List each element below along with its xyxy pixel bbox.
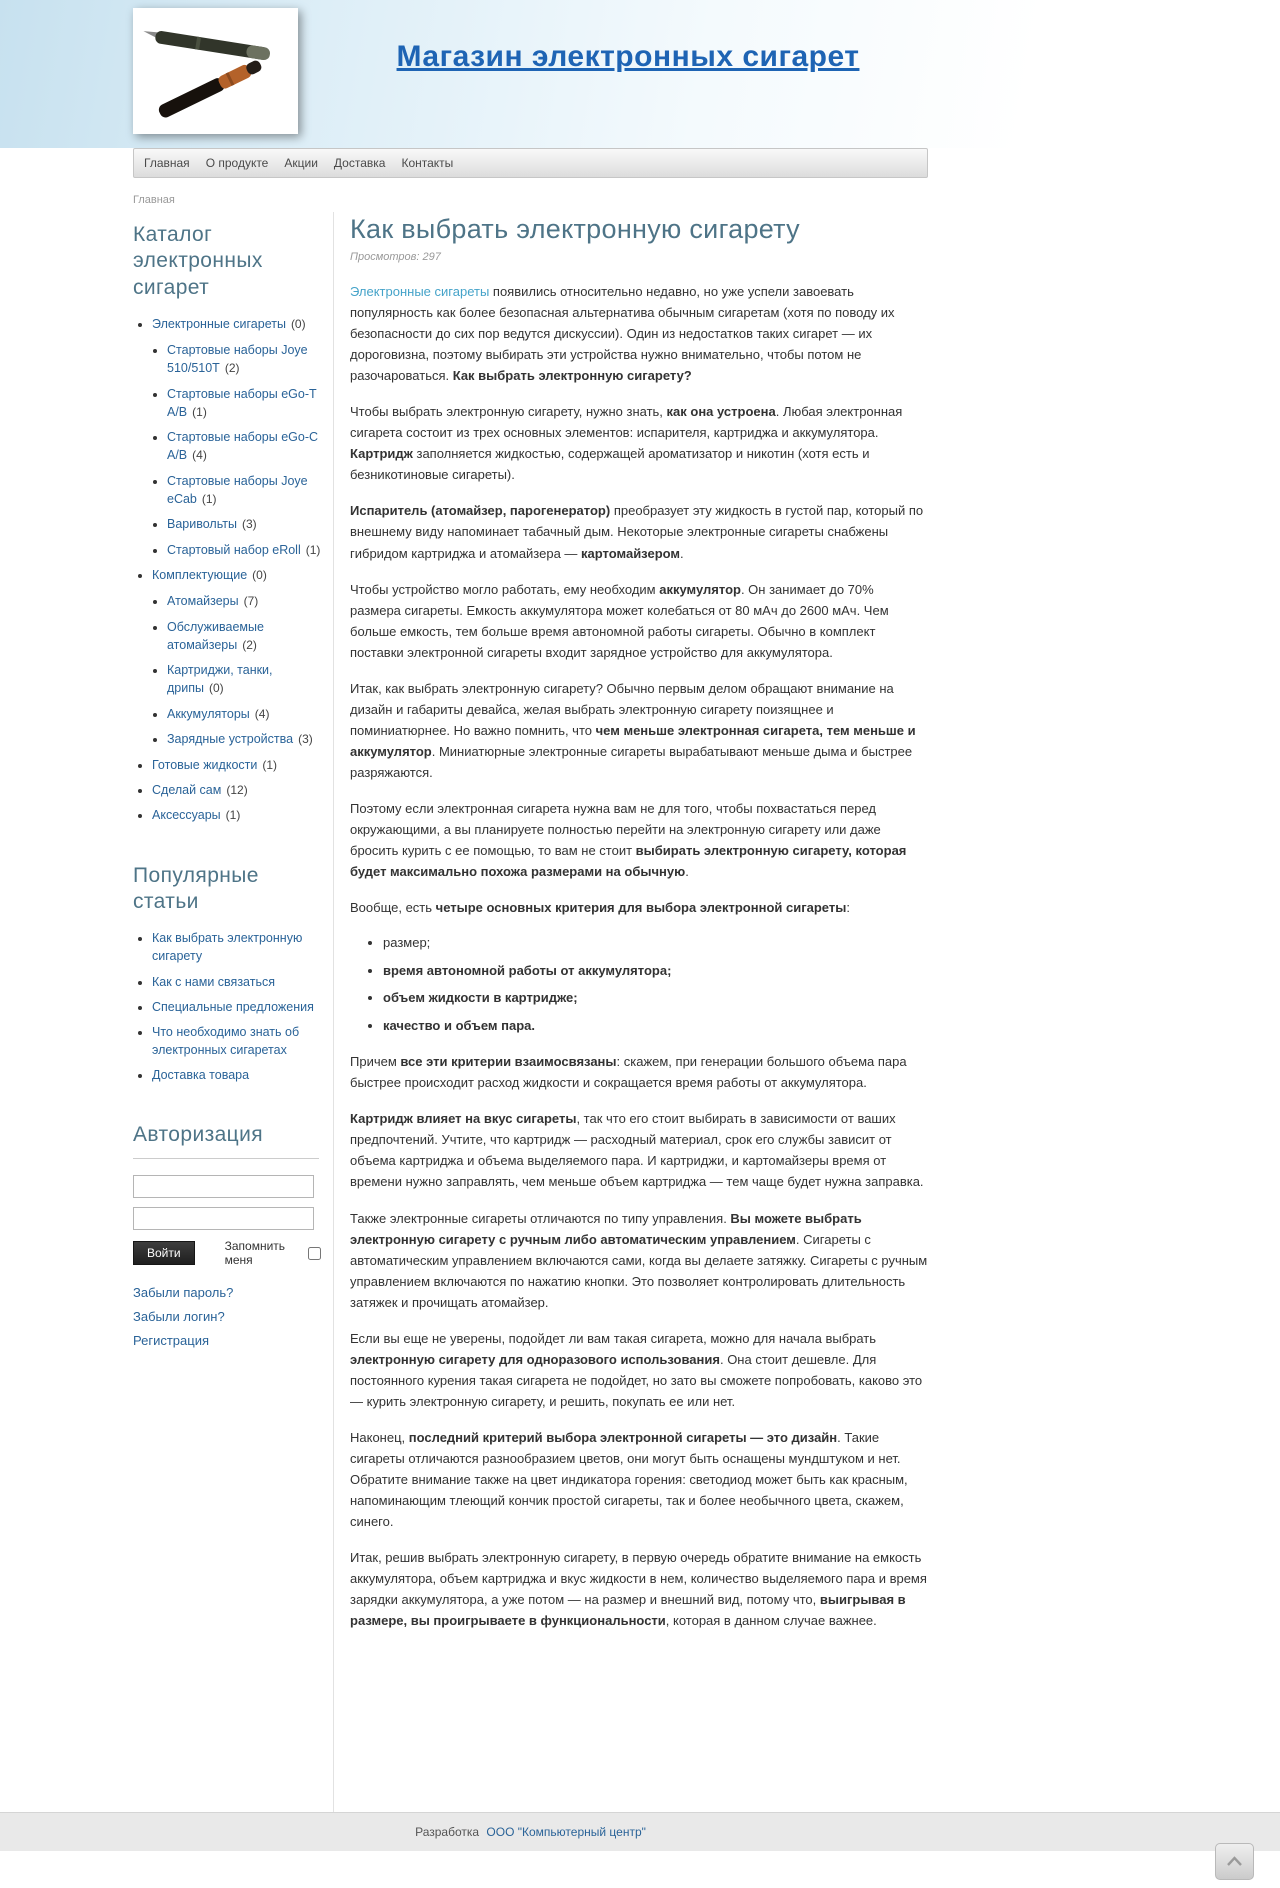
text-run: . Она стоит дешевле. Для постоянного курения такая сигарета не подойдет, но зато вы сможете попробовать, каково это — курить электронную сигарету, и решить, покупать ее или нет. — [350, 1351, 923, 1409]
nav-item — [206, 154, 269, 172]
text-run: . Он занимает до 70% размера сигареты. Емкость аккумулятора может колебаться от 80 мАч до 2600 мАч. Чем больше емкость, тем больше время автономной работы сигареты. Обычно в комплект поставки электронной сигареты входит зарядное устройство для аккумулятора. — [350, 581, 889, 660]
login-form — [133, 1175, 321, 1348]
catalog-sublist — [152, 341, 321, 559]
catalog-link[interactable]: Стартовые наборы Joye 510/510T — [167, 343, 308, 376]
popular-heading: Популярные статьи — [133, 863, 259, 913]
catalog-item — [167, 472, 321, 509]
bold-text: выигрывая в размере, вы проигрываете в функциональности — [350, 1592, 906, 1629]
text-run: . Миниатюрные электронные сигареты вырабатывают меньше дыма и быстрее разряжаются. — [350, 743, 913, 780]
text-run: Чтобы устройство могло работать, ему необходим — [350, 581, 660, 597]
article-paragraph — [350, 1547, 928, 1631]
catalog-item — [152, 315, 321, 559]
bold-text: чем меньше электронная сигарета, тем меньше и аккумулятор — [350, 722, 916, 759]
bold-text: аккумулятор — [659, 581, 741, 597]
item-count: (3) — [298, 732, 313, 747]
catalog-item — [152, 781, 321, 799]
sidebar — [133, 212, 333, 1812]
nav-item — [334, 154, 386, 172]
catalog-link[interactable]: Сделай сам — [152, 782, 222, 797]
text-run: размер; — [383, 935, 431, 951]
footer-credit-prefix: Разработка — [415, 1825, 480, 1839]
text-run: , которая в данном случае важнее. — [665, 1613, 877, 1629]
footer-text — [133, 1825, 928, 1839]
catalog-item — [167, 385, 321, 422]
article-paragraph — [350, 1108, 928, 1192]
popular-article-item — [152, 973, 321, 991]
auth-heading: Авторизация — [133, 1122, 319, 1159]
site-header — [0, 0, 1280, 148]
bold-text: Картридж — [350, 446, 413, 462]
text-run: Наконец, — [350, 1429, 409, 1445]
catalog-item — [152, 756, 321, 774]
popular-article-link[interactable]: Как с нами связаться — [152, 974, 275, 989]
text-run: появились относительно недавно, но уже успели завоевать популярность как более безопасная альтернатива обычным сигаретам (хотя по поводу их безопасности до сих пор ведутся дискуссии). Один из недостатков таких сигарет — их дороговизна, поэтому выбирать эти устройства нужно внимательно, чтобы потом не разочароваться. — [350, 284, 895, 384]
catalog-link[interactable]: Стартовый набор eRoll — [167, 542, 301, 557]
catalog-item — [167, 341, 321, 378]
bold-text: четыре основных критерия для выбора электронной сигареты — [435, 900, 847, 916]
bold-text: Вы можете выбрать электронную сигарету с ручным либо автоматическим управлением — [350, 1210, 862, 1247]
text-run: . — [685, 864, 689, 880]
views-counter: Просмотров: 297 — [350, 251, 441, 263]
article-title: Как выбрать электронную сигарету — [350, 214, 800, 244]
item-count: (1) — [225, 808, 241, 823]
bold-text: Картридж влияет на вкус сигареты — [350, 1111, 577, 1127]
article-list-item — [383, 933, 928, 953]
popular-article-item — [152, 1066, 321, 1084]
text-run: : скажем, при генерации большого объема пара быстрее происходит расход жидкости и сокращается время работы от аккумулятора. — [350, 1054, 907, 1091]
article-paragraph — [350, 1328, 928, 1412]
text-run: Если вы еще не уверены, подойдет ли вам такая сигарета, можно для начала выбрать — [350, 1330, 877, 1346]
nav-link[interactable]: Доставка — [333, 156, 386, 170]
article-paragraph — [350, 401, 928, 485]
bold-text: качество и объем пара. — [383, 1017, 536, 1033]
nav-link[interactable]: О продукте — [205, 156, 269, 170]
item-count: (4) — [192, 448, 207, 463]
article-paragraph — [350, 500, 928, 563]
text-run: . — [680, 545, 684, 561]
bold-text: время автономной работы от аккумулятора; — [383, 962, 672, 978]
text-run: Также электронные сигареты отличаются по типу управления. — [350, 1210, 731, 1226]
bold-text: картомайзером — [581, 545, 681, 561]
text-run: Чтобы выбрать электронную сигарету, нужно знать, — [350, 404, 667, 420]
catalog-link[interactable]: Стартовые наборы eGo-C A/B — [167, 430, 319, 463]
text-run: Вообще, есть — [350, 900, 436, 916]
item-count: (7) — [243, 594, 259, 609]
catalog-link[interactable]: Аккумуляторы — [167, 706, 250, 721]
article-paragraph — [350, 678, 928, 783]
catalog-heading: Каталог электронных сигарет — [133, 223, 263, 299]
catalog-sublist — [152, 592, 321, 748]
catalog-item — [167, 592, 321, 610]
site-title[interactable]: Магазин электронных сигарет — [396, 40, 860, 73]
text-run: Итак, как выбрать электронную сигарету? Обычно первым делом обращают внимание на дизайн и габариты девайса, желая выбрать электронную сигарету поизящнее и поминиатюрнее. Но важно помнить, что — [350, 680, 894, 738]
item-count: (4) — [254, 706, 270, 721]
catalog-link[interactable]: Стартовые наборы Joye eCab — [167, 473, 308, 506]
catalog-link[interactable]: Комплектующие — [152, 567, 248, 582]
bold-text: объем жидкости в картридже; — [383, 990, 578, 1006]
scroll-top-button[interactable] — [1215, 1843, 1254, 1880]
item-count: (1) — [305, 542, 321, 557]
popular-article-item — [152, 1023, 321, 1059]
catalog-item — [167, 730, 321, 748]
site-footer — [0, 1812, 1280, 1851]
item-count: (2) — [242, 637, 257, 652]
breadcrumb[interactable]: Главная — [133, 194, 175, 206]
bold-text: последний критерий выбора электронной сигареты — это дизайн — [408, 1429, 838, 1445]
text-run: , так что его стоит выбирать в зависимости от ваших предпочтений. Учтите, что картридж — расходный материал, срок его службы зависит от объема картриджа и объема выделяемого пара. И картриджи, и картомайзеры время от времени нужно заправлять, чем меньше объем картриджа — тем чаще будет нужна заправка. — [350, 1111, 924, 1190]
item-count: (12) — [226, 782, 248, 797]
item-count: (0) — [252, 567, 267, 582]
article-list-item — [383, 988, 928, 1008]
article-list — [350, 933, 928, 1035]
article-paragraph — [350, 1427, 928, 1532]
catalog-link[interactable]: Атомайзеры — [167, 594, 239, 609]
catalog-link[interactable]: Обслуживаемые атомайзеры — [167, 619, 264, 652]
text-run: . Сигареты с автоматическим управлением включаются сами, когда вы делаете затяжку. Сигареты с ручным управлением включаются по нажатию кнопки. Это позволяет контролировать длительность затяжек и прочищать атомайзер. — [350, 1231, 928, 1310]
catalog-item — [167, 428, 321, 465]
bold-text: как она устроена — [666, 404, 776, 420]
catalog-link[interactable]: Готовые жидкости — [152, 757, 258, 772]
item-count: (0) — [208, 681, 224, 696]
item-count: (2) — [224, 361, 240, 376]
article-list-item — [383, 961, 928, 981]
article-body — [350, 281, 928, 1631]
article-paragraph — [350, 1051, 928, 1093]
text-run: заполняется жидкостью, содержащей ароматизатор и никотин (хотя есть и безникотиновые сигареты). — [350, 446, 870, 483]
catalog-link[interactable]: Аксессуары — [152, 808, 221, 823]
bold-text: электронную сигарету для одноразового использования — [350, 1351, 720, 1367]
remember-me-label: Запомнить меня — [224, 1239, 286, 1268]
popular-articles-list — [133, 929, 321, 1084]
catalog-list — [133, 315, 321, 825]
footer-company-link[interactable]: ООО "Компьютерный центр" — [486, 1825, 646, 1839]
nav-link[interactable]: Главная — [144, 156, 190, 170]
article-paragraph — [350, 798, 928, 882]
catalog-item — [167, 618, 321, 655]
login-button[interactable]: Войти — [133, 1241, 195, 1265]
text-run: Итак, решив выбрать электронную сигарету, в первую очередь обратите внимание на емкость аккумулятора, объем картриджа и вкус жидкости в нем, количество выделяемого пара и время зарядки аккумулятора, а уже потом — на размер и внешний вид, потому что, — [350, 1550, 927, 1608]
article-inline-link[interactable]: Электронные сигареты — [350, 284, 490, 299]
catalog-item — [167, 541, 321, 559]
auth-link[interactable]: Забыли пароль? — [133, 1285, 234, 1301]
text-run: . Такие сигареты отличаются разнообразием цветов, они могут быть оснащены мундштуком и нет. Обратите внимание также на цвет индикатора горения: светодиод может быть как красным, напоминающим тлеющий кончик простой сигареты, так и более необычного цвета, скажем, синего. — [350, 1429, 908, 1530]
article-paragraph — [350, 281, 928, 386]
login-row — [133, 1239, 321, 1267]
content-wrap — [133, 212, 928, 1812]
item-count: (1) — [262, 757, 278, 772]
popular-article-link[interactable]: Доставка товара — [152, 1068, 250, 1082]
catalog-item — [167, 661, 321, 698]
text-run: Поэтому если электронная сигарета нужна вам не для того, чтобы похвастаться перед окружающими, а вы планируете полностью перейти на электронную сигарету или даже бросить курить с ее помощью, то вам не стоит — [350, 800, 881, 859]
popular-article-link[interactable]: Как выбрать электронную сигарету — [152, 931, 303, 964]
auth-link[interactable]: Забыли логин? — [133, 1309, 225, 1325]
catalog-item — [167, 515, 321, 533]
popular-article-item — [152, 929, 321, 965]
item-count: (1) — [201, 491, 217, 506]
catalog-item — [152, 566, 321, 749]
article-paragraph — [350, 897, 928, 918]
text-run: преобразует эту жидкость в густой пар, который по внешнему виду напоминает табачный дым. Некоторые электронные сигареты снабжены гибридом картриджа и атомайзера — — [350, 503, 924, 561]
popular-article-link[interactable]: Специальные предложения — [152, 999, 314, 1014]
username-input[interactable] — [133, 1175, 314, 1198]
main-nav-list — [134, 149, 927, 177]
auth-links — [133, 1285, 321, 1348]
popular-article-item — [152, 998, 321, 1016]
bold-text: Как выбрать электронную сигарету? — [452, 368, 692, 384]
catalog-item — [152, 806, 321, 824]
text-run: . Любая электронная сигарета состоит из трех основных элементов: испарителя, картриджа и аккумулятора. — [350, 404, 903, 441]
item-count: (0) — [290, 316, 306, 331]
catalog-link[interactable]: Стартовые наборы eGo-T A/B — [167, 386, 317, 419]
chevron-up-icon — [1226, 1856, 1243, 1867]
bold-text: Испаритель (атомайзер, парогенератор) — [350, 503, 611, 519]
catalog-link[interactable]: Электронные сигареты — [152, 316, 286, 331]
bold-text: выбирать электронную сигарету, которая будет максимально похожа размерами на обычную — [350, 843, 907, 880]
nav-link[interactable]: Контакты — [401, 156, 454, 170]
auth-link[interactable]: Регистрация — [133, 1333, 209, 1349]
article-paragraph — [350, 1208, 928, 1313]
catalog-item — [167, 705, 321, 723]
text-run: : — [846, 900, 850, 916]
article-list-item — [383, 1016, 928, 1036]
nav-item — [144, 154, 190, 172]
text-run: Причем — [350, 1054, 401, 1070]
password-input[interactable] — [133, 1207, 314, 1230]
header-inner — [133, 0, 1123, 148]
nav-link[interactable]: Акции — [284, 156, 318, 170]
main-nav — [133, 148, 928, 178]
popular-article-link[interactable]: Что необходимо знать об электронных сигаретах — [152, 1024, 300, 1057]
main-content — [333, 212, 928, 1812]
nav-item — [401, 154, 453, 172]
item-count: (1) — [192, 404, 207, 419]
catalog-link[interactable]: Зарядные устройства — [167, 732, 294, 747]
catalog-link[interactable]: Картриджи, танки, дрипы — [167, 663, 273, 696]
catalog-link[interactable]: Варивольты — [167, 517, 237, 532]
article-paragraph — [350, 579, 928, 663]
item-count: (3) — [241, 517, 257, 532]
nav-item — [284, 154, 318, 172]
bold-text: все эти критерии взаимосвязаны — [400, 1054, 617, 1070]
remember-me-checkbox[interactable] — [308, 1247, 321, 1260]
